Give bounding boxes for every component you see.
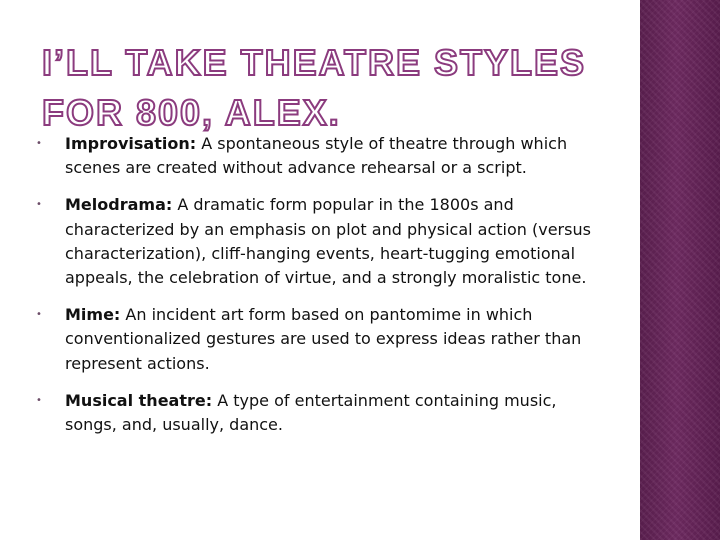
- bullet-dot-icon: •: [36, 394, 42, 406]
- bullet-dot-icon: •: [36, 138, 42, 149]
- term-definition: A dramatic form popular in the 1800s and characterized by an emphasis on plot and physical action (versus characterization), cliff-hanging events, heart-tugging emotional appeals, the celebration of virtue, and a strongly moralistic tone.: [65, 195, 591, 288]
- term-definition: A spontaneous style of theatre through which scenes are created without advance rehearsal or a script.: [65, 134, 568, 178]
- slide-title: I’LL TAKE THEATRE STYLES FOR 800, ALEX.: [42, 42, 587, 133]
- bullet-dot-icon: •: [36, 309, 42, 321]
- term-definition: A type of entertainment containing music, songs, and, usually, dance.: [65, 390, 557, 435]
- definition-list: [36, 132, 606, 450]
- definition-item: [36, 132, 606, 180]
- bullet-dot-icon: •: [36, 199, 42, 211]
- term-name: Melodrama:: [65, 195, 173, 215]
- term-definition: An incident art form based on pantomime in which conventionalized gestures are used to express ideas rather than represent actions.: [65, 305, 582, 373]
- term-name: Mime:: [65, 305, 121, 325]
- term-name: Musical theatre:: [65, 390, 213, 410]
- decorative-side-band: [640, 0, 720, 540]
- definition-item: [36, 389, 606, 437]
- definition-item: [36, 193, 606, 290]
- term-name: Improvisation:: [65, 134, 197, 153]
- definition-item: [36, 303, 606, 376]
